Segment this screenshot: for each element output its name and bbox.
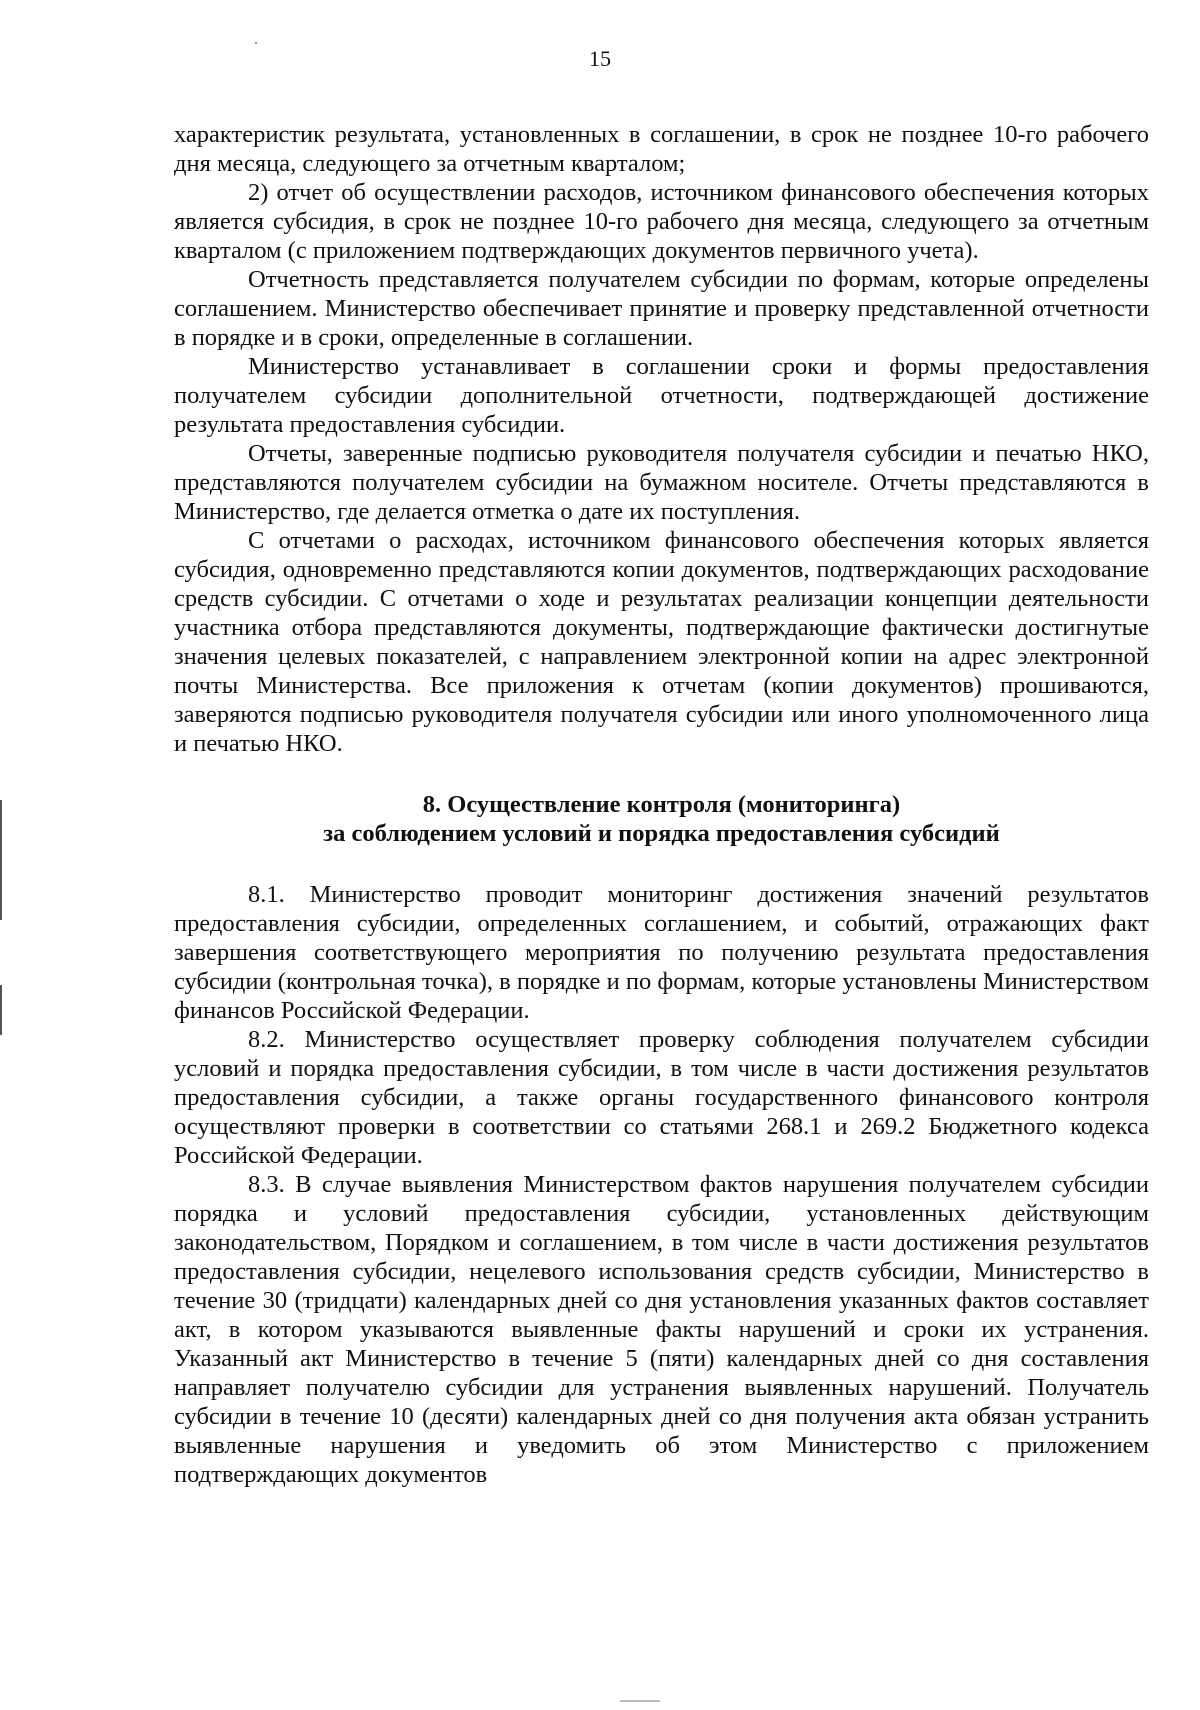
clause-8-3: 8.3. В случае выявления Министерством фактов нарушения получателем субсидии порядка и условий предоставления субсидии, установленных действующим законодательством, Порядком и соглашением, в том числе в части достижения результатов предоставления субсидии, нецелевого использования средств субсидии, Министерство в течение 30 (тридцати) календарных дней со дня установления указанных фактов составляет акт, в котором указываются выявленные факты нарушений и сроки их устранения. Указанный акт Министерство в течение 5 (пяти) календарных дней со дня составления направляет получателю субсидии для устранения выявленных нарушений. Получатель субсидии в течение 10 (десяти) календарных дней со дня получения акта обязан устранить выявленные нарушения и уведомить об этом Министерство с приложением подтверждающих документов [174,1171,1149,1488]
section-title-line-2: за соблюдением условий и порядка предоставления субсидий [323,820,1000,847]
page-number: 15 [589,46,611,71]
document-body [174,120,1149,1489]
clause-8-1: 8.1. Министерство проводит мониторинг достижения значений результатов предоставления субсидии, определенных соглашением, и событий, отражающих факт завершения соответствующего мероприятия по получению результата предоставления субсидии (контрольная точка), в порядке и по формам, которые установлены Министерством финансов Российской Федерации. [174,881,1149,1024]
paragraph: Отчеты, заверенные подписью руководителя получателя субсидии и печатью НКО, представляются получателем субсидии на бумажном носителе. Отчеты представляются в Министерство, где делается отметка о дате их поступления. [174,440,1149,525]
scan-artifact [620,1700,660,1702]
section-heading [174,790,1149,848]
scan-artifact [255,42,257,44]
paragraph: 2) отчет об осуществлении расходов, источником финансового обеспечения которых является субсидия, в срок не позднее 10-го рабочего дня месяца, следующего за отчетным кварталом (с приложением подтверждающих документов первичного учета). [174,179,1149,264]
scan-edge-mark [0,800,2,920]
paragraph: С отчетами о расходах, источником финансового обеспечения которых является субсидия, одновременно представляются копии документов, подтверждающих расходование средств субсидии. С отчетами о ходе и результатах реализации концепции деятельности участника отбора представляются документы, подтверждающие фактически достигнутые значения целевых показателей, с направлением электронной копии на адрес электронной почты Министерства. Все приложения к отчетам (копии документов) прошиваются, заверяются подписью руководителя получателя субсидии или иного уполномоченного лица и печатью НКО. [174,527,1149,757]
paragraph: характеристик результата, установленных в соглашении, в срок не позднее 10-го рабочего дня месяца, следующего за отчетным кварталом; [174,121,1149,177]
paragraph: Министерство устанавливает в соглашении сроки и формы предоставления получателем субсидии дополнительной отчетности, подтверждающей достижение результата предоставления субсидии. [174,353,1149,438]
clause-8-2: 8.2. Министерство осуществляет проверку соблюдения получателем субсидии условий и порядка предоставления субсидии, в том числе в части достижения результатов предоставления субсидии, а также органы государственного финансового контроля осуществляют проверки в соответствии со статьями 268.1 и 269.2 Бюджетного кодекса Российской Федерации. [174,1026,1149,1169]
section-title-line-1: 8. Осуществление контроля (мониторинга) [422,791,901,818]
scan-edge-mark [0,985,2,1035]
paragraph: Отчетность представляется получателем субсидии по формам, которые определены соглашением. Министерство обеспечивает принятие и проверку представленной отчетности в порядке и в сроки, определенные в соглашении. [174,266,1149,351]
